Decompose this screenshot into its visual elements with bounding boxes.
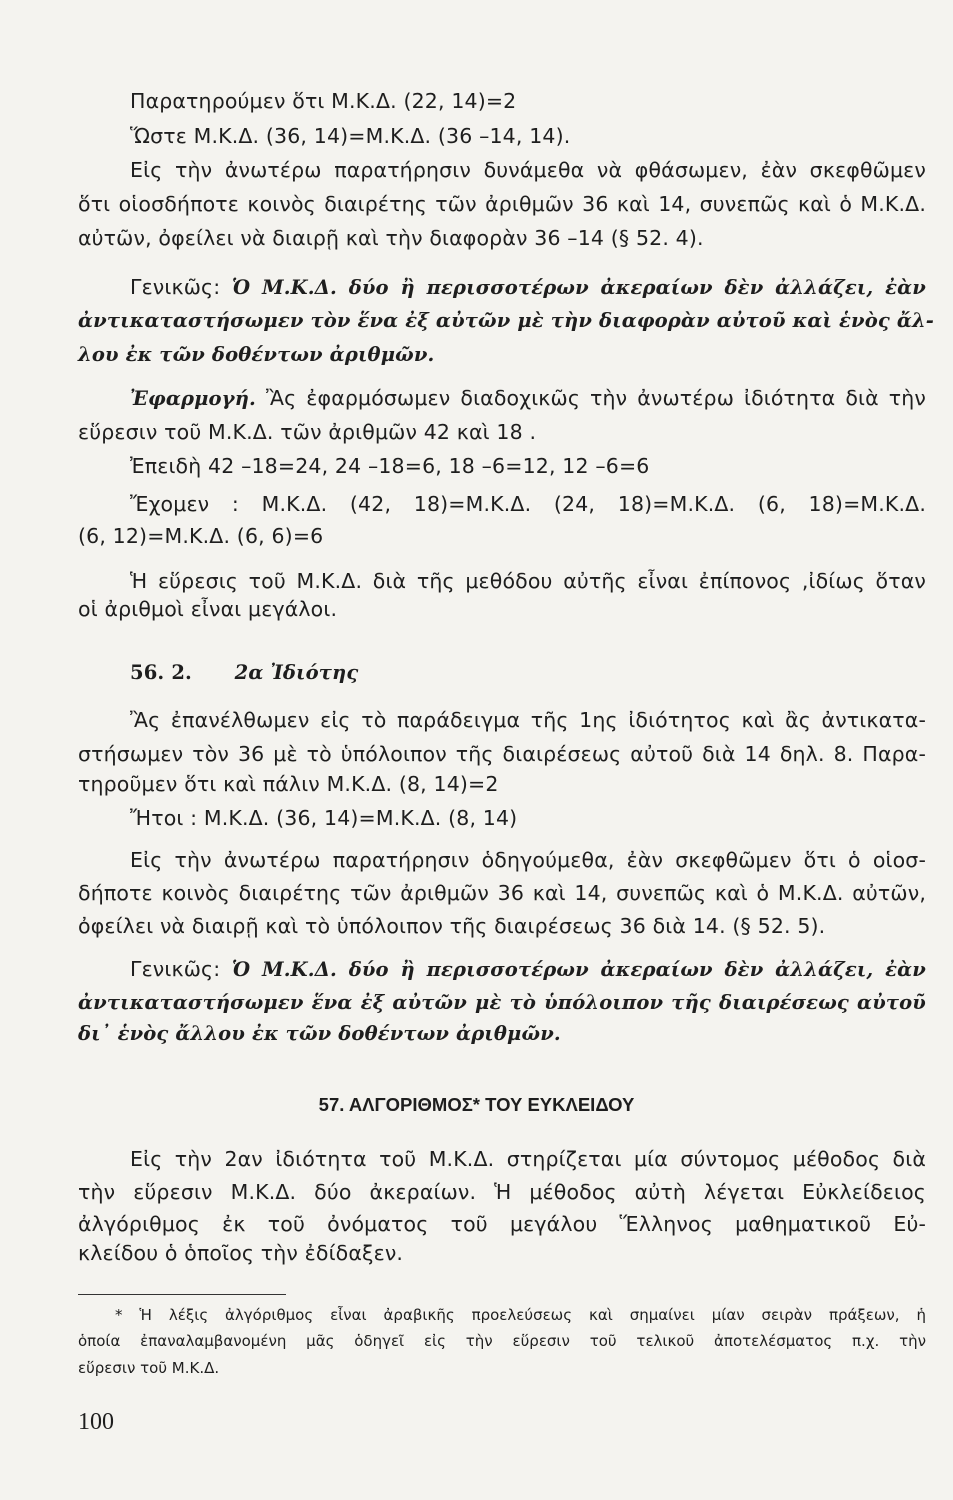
text-line: αὐτῶν, ὀφείλει νὰ διαιρῇ καὶ τὴν διαφορὰν 36 –14 (§ 52. 4). [78,226,704,250]
rule-statement-line [130,273,926,302]
section-title: 2α Ἰδιότης [234,661,359,684]
application-line [130,384,926,413]
text-line: ὅτι οἱοσδήποτε κοινὸς διαιρέτης τῶν ἀριθμῶν 36 καὶ 14, συνεπῶς καὶ ὁ Μ.Κ.Δ. [78,192,926,216]
section-heading [130,658,926,687]
footnote-line: * Ἡ λέξις ἀλγόριθμος εἶναι ἀραβικῆς προελεύσεως καὶ σημαίνει μίαν σειρὰν πράξεων, ἡ [115,1306,926,1324]
generally-label: Γενικῶς: [130,275,221,299]
footnote-line: ὁποία ἐπαναλαμβανομένη μᾶς ὁδηγεῖ εἰς τὴν εὕρεσιν τοῦ τελικοῦ ἀποτελέσματος π.χ. τὴν [78,1332,926,1350]
text-line: (6, 12)=Μ.Κ.Δ. (6, 6)=6 [78,524,324,548]
rule-text: Ὁ Μ.Κ.Δ. δύο ἢ περισσοτέρων ἀκεραίων δὲν ἀλλάζει, ἐὰν [231,958,926,981]
rule-text-line: λου ἐκ τῶν δοθέντων ἀριθμῶν. [78,343,435,366]
text-line: Εἰς τὴν ἀνωτέρω παρατήρησιν δυνάμεθα νὰ φθάσωμεν, ἐὰν σκεφθῶμεν [130,158,926,182]
application-text: Ἂς ἐφαρμόσωμεν διαδοχικῶς τὴν ἀνωτέρω ἰδιότητα διὰ τὴν [265,386,927,410]
text-line: δήποτε κοινὸς διαιρέτης τῶν ἀριθμῶν 36 καὶ 14, συνεπῶς καὶ ὁ Μ.Κ.Δ. αὐτῶν, [78,881,926,905]
text-line: Ἡ εὕρεσις τοῦ Μ.Κ.Δ. διὰ τῆς μεθόδου αὐτῆς εἶναι ἐπίπονος ,ἰδίως ὅταν [130,569,926,593]
text-line: Ὥστε Μ.Κ.Δ. (36, 14)=Μ.Κ.Δ. (36 –14, 14). [130,124,571,148]
text-line: στήσωμεν τὸν 36 μὲ τὸ ὑπόλοιπον τῆς διαιρέσεως αὐτοῦ διὰ 14 δηλ. 8. Παρα- [78,742,926,766]
text-line: Εἰς τὴν 2αν ἰδιότητα τοῦ Μ.Κ.Δ. στηρίζεται μία σύντομος μέθοδος διὰ [130,1147,926,1171]
text-line: κλείδου ὁ ὁποῖος τὴν ἐδίδαξεν. [78,1241,404,1265]
text-line: Ἐπειδὴ 42 –18=24, 24 –18=6, 18 –6=12, 12 –6=6 [130,454,650,478]
text-line: τὴν εὕρεσιν Μ.Κ.Δ. δύο ἀκεραίων. Ἡ μέθοδος αὐτὴ λέγεται Εὐκλείδειος [78,1180,926,1204]
text-line: τηροῦμεν ὅτι καὶ πάλιν Μ.Κ.Δ. (8, 14)=2 [78,772,499,796]
footnote-line: εὕρεσιν τοῦ Μ.Κ.Δ. [78,1359,220,1377]
section-number: 56. 2. [130,661,192,684]
text-line: Εἰς τὴν ἀνωτέρω παρατήρησιν ὁδηγούμεθα, ἐὰν σκεφθῶμεν ὅτι ὁ οἱοσ- [130,848,926,872]
text-line: εὕρεσιν τοῦ Μ.Κ.Δ. τῶν ἀριθμῶν 42 καὶ 18 . [78,420,537,444]
rule-text: Ὁ Μ.Κ.Δ. δύο ἢ περισσοτέρων ἀκεραίων δὲν ἀλλάζει, ἐὰν [231,276,926,299]
text-line: οἱ ἀριθμοὶ εἶναι μεγάλοι. [78,597,338,621]
text-line: ἀλγόριθμος ἐκ τοῦ ὀνόματος τοῦ μεγάλου Ἕλληνος μαθηματικοῦ Εὐ- [78,1212,926,1236]
section-57-heading: 57. ΑΛΓΟΡΙΘΜΟΣ* ΤΟΥ ΕΥΚΛΕΙΔΟΥ [318,1094,635,1115]
generally-label: Γενικῶς: [130,957,221,981]
footnote-rule [78,1294,286,1295]
rule-statement-line [130,955,926,984]
application-label: Ἐφαρμογή. [130,387,256,410]
rule-text-line: δι᾽ ἑνὸς ἄλλου ἐκ τῶν δοθέντων ἀριθμῶν. [78,1022,561,1045]
text-line: Ἂς ἐπανέλθωμεν εἰς τὸ παράδειγμα τῆς 1ης ἰδιότητος καὶ ἂς ἀντικατα- [130,708,926,732]
rule-text-line: ἀντικαταστήσωμεν ἕνα ἐξ αὐτῶν μὲ τὸ ὑπόλοιπον τῆς διαιρέσεως αὐτοῦ [78,991,926,1014]
text-line: ὀφείλει νὰ διαιρῇ καὶ τὸ ὑπόλοιπον τῆς διαιρέσεως 36 διὰ 14. (§ 52. 5). [78,914,826,938]
text-line: Ἔχομεν : Μ.Κ.Δ. (42, 18)=Μ.Κ.Δ. (24, 18)=Μ.Κ.Δ. (6, 18)=Μ.Κ.Δ. [130,492,926,516]
text-line: Παρατηρούμεν ὅτι Μ.Κ.Δ. (22, 14)=2 [130,89,517,113]
page-number: 100 [78,1409,114,1435]
rule-text-line: ἀντικαταστήσωμεν τὸν ἕνα ἐξ αὐτῶν μὲ τὴν διαφορὰν αὐτοῦ καὶ ἑνὸς ἄλ- [78,309,935,332]
text-line: Ἤτοι : Μ.Κ.Δ. (36, 14)=Μ.Κ.Δ. (8, 14) [130,806,518,830]
